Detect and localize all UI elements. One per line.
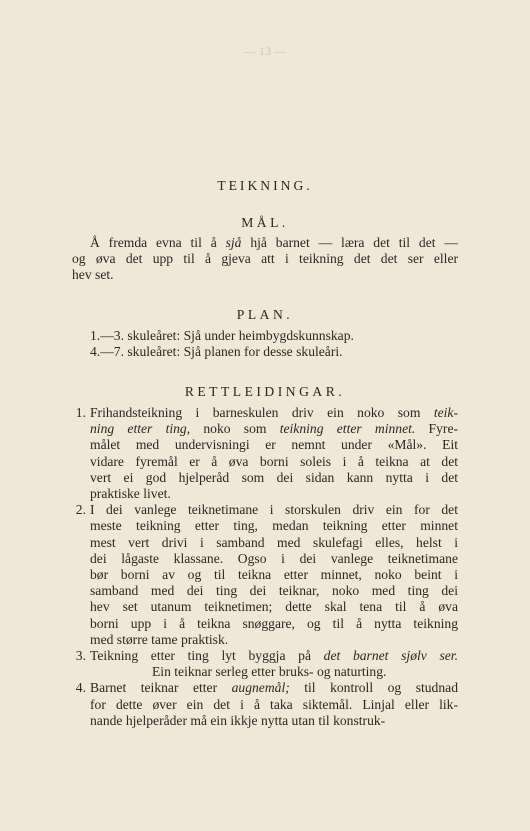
item-line bbox=[90, 583, 458, 599]
item-line bbox=[90, 713, 458, 729]
italic-text: det barnet sjølv ser. bbox=[323, 648, 458, 664]
item-line bbox=[90, 599, 458, 615]
text-run: Teikning etter ting lyt byggja på bbox=[90, 648, 324, 664]
item-line bbox=[90, 567, 458, 583]
text-run: til kontroll og studnad bbox=[289, 680, 458, 696]
maal-line bbox=[72, 235, 458, 251]
item-number: 2. bbox=[75, 502, 86, 518]
rettleidingar-heading: RETTLEIDINGAR. bbox=[184, 384, 346, 399]
item-line bbox=[90, 486, 458, 502]
rettleidingar-list bbox=[75, 405, 459, 729]
rettleiding-item bbox=[75, 405, 459, 502]
item-line bbox=[90, 648, 458, 664]
item-line bbox=[90, 551, 458, 567]
page-number: — 13 — bbox=[244, 44, 286, 58]
text-run: I dei vanlege teiknetimane i storskulen driv ein for det bbox=[90, 502, 458, 518]
italic-text: sjå bbox=[225, 235, 242, 250]
italic-text: ning etter ting, bbox=[90, 421, 191, 437]
item-number: 4. bbox=[75, 680, 86, 696]
item-line bbox=[90, 454, 458, 470]
item-line bbox=[90, 405, 458, 421]
item-line bbox=[90, 470, 458, 486]
rettleiding-item bbox=[75, 502, 458, 648]
text-run: borni upp i å teikna snøggare, og til å nytta teikning bbox=[90, 615, 458, 631]
text-run: Fyre- bbox=[415, 421, 459, 437]
item-line bbox=[90, 664, 458, 680]
plan-item: 4.—7. skuleåret: Sjå planen for desse skuleåri. bbox=[90, 344, 343, 360]
text-run: vidare fyremål er å øva borni soleis i å teikna at det bbox=[90, 453, 458, 469]
item-line bbox=[90, 502, 458, 518]
item-line bbox=[90, 680, 458, 696]
plan-heading: PLAN. bbox=[236, 307, 294, 322]
text-run: Frihandsteikning i barneskulen driv ein noko som bbox=[90, 405, 434, 420]
text-run: bør borni av og til teikna etter minnet, noko beint i bbox=[90, 567, 458, 583]
text-run: nande hjelperåder må ein ikkje nytta utan til konstruk- bbox=[90, 712, 386, 728]
text-run: samband med dei ting dei teiknar, noko med ting dei bbox=[90, 583, 458, 599]
item-line bbox=[90, 518, 458, 534]
item-line bbox=[90, 535, 458, 551]
text-run: hjå barnet — læra det til det — bbox=[241, 235, 458, 250]
text-run: hev set utanum teiknetimen; dette skal tena til å øva bbox=[90, 599, 458, 615]
item-line bbox=[90, 697, 458, 713]
maal-heading: MÅL. bbox=[241, 215, 289, 230]
item-number: 1. bbox=[75, 405, 86, 420]
item-line bbox=[90, 437, 458, 453]
text-run: hev set. bbox=[72, 267, 114, 283]
item-line bbox=[90, 616, 458, 632]
rettleiding-item bbox=[75, 648, 458, 680]
text-run: med større tame praktisk. bbox=[90, 631, 229, 647]
text-run: praktiske livet. bbox=[90, 486, 171, 502]
text-run: Barnet teiknar etter bbox=[90, 680, 232, 696]
item-line bbox=[90, 632, 458, 648]
item-line bbox=[90, 421, 458, 437]
italic-text: teikning etter minnet. bbox=[279, 421, 416, 437]
text-run: og øva det upp til å gjeva att i teikning det det ser eller bbox=[72, 251, 458, 267]
maal-line bbox=[72, 251, 458, 267]
maal-line bbox=[72, 267, 458, 283]
text-run: noko som bbox=[190, 421, 280, 437]
text-run: meste teikning etter ting, medan teikning etter minnet bbox=[90, 518, 458, 534]
text-run: målet med undervisningi er nemnt under «Mål». Eit bbox=[90, 437, 458, 453]
text-run: for dette øver ein det i å taka siktemål. Linjal eller lik- bbox=[90, 696, 458, 712]
rettleiding-item bbox=[75, 680, 458, 729]
plan-item: 1.—3. skuleåret: Sjå under heimbygdskunnskap. bbox=[90, 328, 354, 343]
plan-list bbox=[90, 328, 476, 360]
text-run: Å fremda evna til å bbox=[90, 235, 226, 250]
text-run: vert ei god hjelperåd som dei sidan kann nytta i det bbox=[90, 469, 458, 485]
text-run: Ein teiknar serleg etter bruks- og naturting. bbox=[152, 664, 387, 680]
page-title: TEIKNING. bbox=[217, 178, 313, 193]
text-run: mest vert drivi i samband med skulefagi elles, helst i bbox=[90, 534, 458, 550]
text-run: dei lågaste klassane. Ogso i dei vanlege teiknetimane bbox=[90, 550, 458, 566]
italic-text: augnemål; bbox=[231, 680, 290, 696]
item-number: 3. bbox=[75, 648, 86, 664]
maal-paragraph bbox=[72, 235, 458, 284]
italic-text: teik- bbox=[433, 405, 458, 420]
